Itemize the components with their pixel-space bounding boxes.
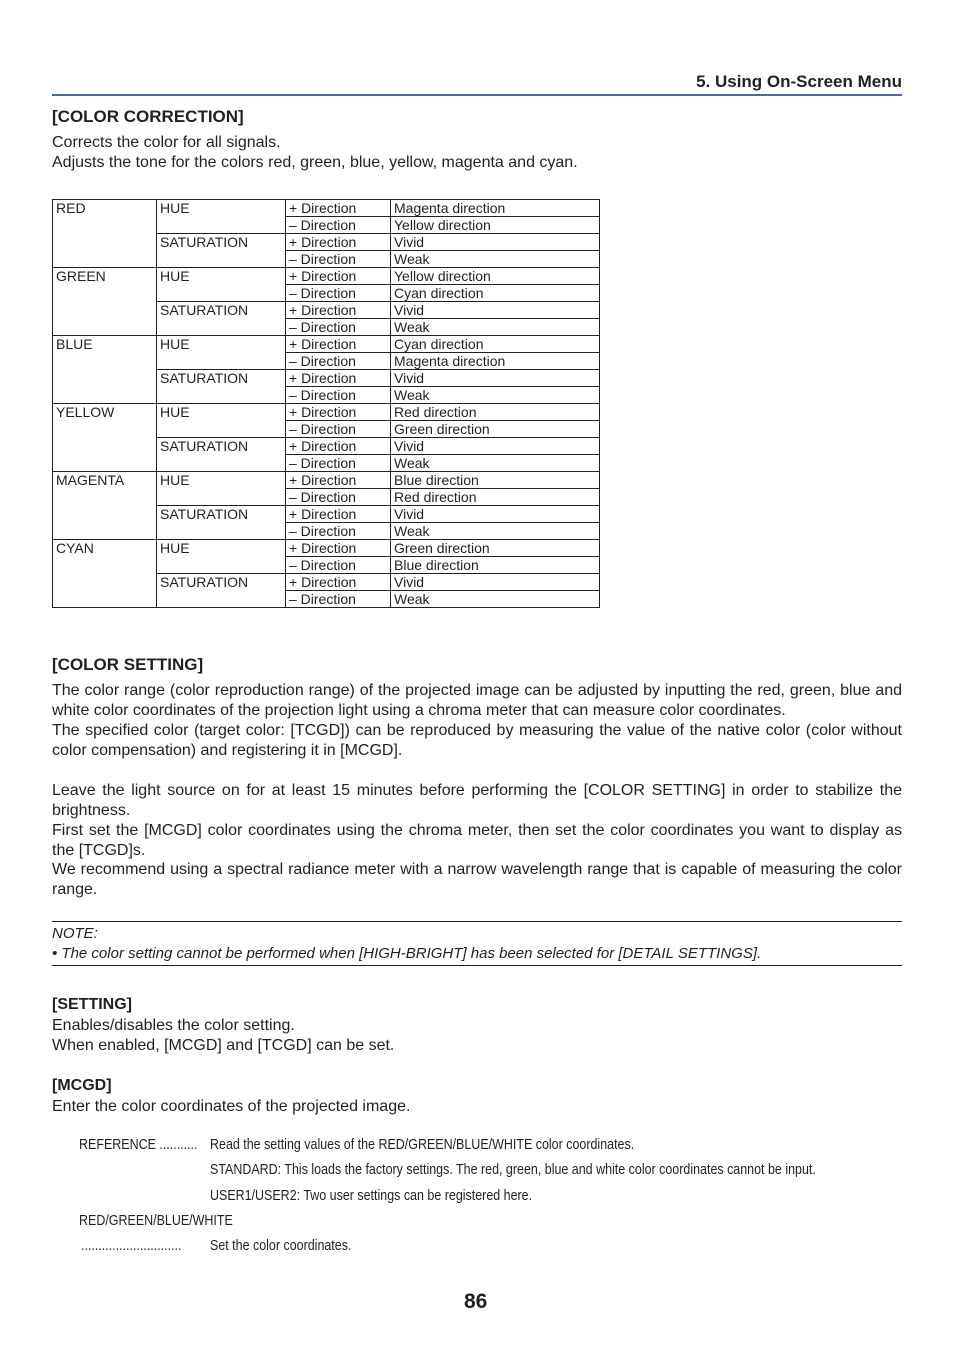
- effect-cell: Green direction: [391, 540, 600, 557]
- color-correction-table: [52, 199, 600, 608]
- effect-cell: Vivid: [391, 438, 600, 455]
- rgbw-label: RED/GREEN/BLUE/WHITE: [79, 1213, 233, 1229]
- parameter-cell: HUE: [157, 336, 286, 370]
- section-title: 5. Using On-Screen Menu: [696, 72, 902, 91]
- note-label: NOTE:: [52, 925, 98, 942]
- direction-cell: + Direction: [286, 540, 391, 557]
- direction-cell: + Direction: [286, 200, 391, 217]
- direction-cell: + Direction: [286, 370, 391, 387]
- parameter-cell: SATURATION: [157, 438, 286, 472]
- effect-cell: Cyan direction: [391, 336, 600, 353]
- reference-description: Read the setting values of the RED/GREEN/BLUE/WHITE color coordinates.: [210, 1137, 635, 1153]
- direction-cell: – Direction: [286, 319, 391, 336]
- effect-cell: Cyan direction: [391, 285, 600, 302]
- rgbw-description: Set the color coordinates.: [210, 1238, 352, 1254]
- color-setting-para3: Leave the light source on for at least 15 minutes before performing the [COLOR SETTING] in order to stabilize the brightness.: [52, 782, 902, 819]
- parameter-cell: SATURATION: [157, 574, 286, 608]
- direction-cell: – Direction: [286, 353, 391, 370]
- parameter-cell: SATURATION: [157, 506, 286, 540]
- page-number: 86: [464, 1290, 488, 1313]
- effect-cell: Vivid: [391, 506, 600, 523]
- direction-cell: – Direction: [286, 387, 391, 404]
- direction-cell: – Direction: [286, 455, 391, 472]
- direction-cell: – Direction: [286, 285, 391, 302]
- direction-cell: + Direction: [286, 506, 391, 523]
- effect-cell: Magenta direction: [391, 353, 600, 370]
- effect-cell: Red direction: [391, 489, 600, 506]
- effect-cell: Weak: [391, 251, 600, 268]
- table-row: [53, 472, 600, 489]
- color-setting-para5: We recommend using a spectral radiance meter with a narrow wavelength range that is capable of measuring the color range.: [52, 861, 902, 898]
- direction-cell: + Direction: [286, 268, 391, 285]
- color-name-cell: RED: [53, 200, 157, 268]
- direction-cell: + Direction: [286, 404, 391, 421]
- color-setting-para2: The specified color (target color: [TCGD]) can be reproduced by measuring the value of the native color (color without color compensation) and registering it in [MCGD].: [52, 722, 902, 759]
- color-correction-line2: Adjusts the tone for the colors red, green, blue, yellow, magenta and cyan.: [52, 154, 578, 171]
- rgbw-dots: .............................: [81, 1238, 182, 1254]
- color-setting-para1: The color range (color reproduction range) of the projected image can be adjusted by inputting the red, green, blue and white color coordinates of the projection light using a chroma meter that can measure color coordinates.: [52, 682, 902, 719]
- effect-cell: Yellow direction: [391, 217, 600, 234]
- parameter-cell: SATURATION: [157, 234, 286, 268]
- parameter-cell: HUE: [157, 540, 286, 574]
- table-row: [53, 200, 600, 217]
- direction-cell: – Direction: [286, 489, 391, 506]
- effect-cell: Weak: [391, 523, 600, 540]
- color-correction-heading: [COLOR CORRECTION]: [52, 107, 244, 126]
- effect-cell: Green direction: [391, 421, 600, 438]
- table-row: [53, 540, 600, 557]
- color-correction-line1: Corrects the color for all signals.: [52, 134, 281, 151]
- effect-cell: Vivid: [391, 234, 600, 251]
- note-box: [52, 921, 902, 966]
- direction-cell: + Direction: [286, 438, 391, 455]
- mcgd-line1: Enter the color coordinates of the projected image.: [52, 1098, 411, 1115]
- effect-cell: Vivid: [391, 370, 600, 387]
- note-bullet: • The color setting cannot be performed when [HIGH-BRIGHT] has been selected for [DETAIL SETTINGS].: [52, 945, 762, 962]
- color-name-cell: BLUE: [53, 336, 157, 404]
- color-name-cell: MAGENTA: [53, 472, 157, 540]
- effect-cell: Weak: [391, 387, 600, 404]
- mcgd-heading: [MCGD]: [52, 1077, 112, 1094]
- color-name-cell: GREEN: [53, 268, 157, 336]
- setting-line1: Enables/disables the color setting.: [52, 1017, 295, 1034]
- parameter-cell: HUE: [157, 268, 286, 302]
- direction-cell: + Direction: [286, 574, 391, 591]
- setting-line2: When enabled, [MCGD] and [TCGD] can be set.: [52, 1037, 395, 1054]
- effect-cell: Weak: [391, 591, 600, 608]
- table-row: [53, 268, 600, 285]
- table-row: [53, 404, 600, 421]
- parameter-cell: HUE: [157, 200, 286, 234]
- parameter-cell: HUE: [157, 472, 286, 506]
- effect-cell: Yellow direction: [391, 268, 600, 285]
- effect-cell: Weak: [391, 455, 600, 472]
- direction-cell: – Direction: [286, 557, 391, 574]
- color-name-cell: CYAN: [53, 540, 157, 608]
- direction-cell: – Direction: [286, 251, 391, 268]
- color-setting-para4: First set the [MCGD] color coordinates using the chroma meter, then set the color coordinates you want to display as the [TCGD]s.: [52, 822, 902, 859]
- direction-cell: – Direction: [286, 421, 391, 438]
- effect-cell: Magenta direction: [391, 200, 600, 217]
- parameter-cell: HUE: [157, 404, 286, 438]
- effect-cell: Blue direction: [391, 557, 600, 574]
- direction-cell: – Direction: [286, 523, 391, 540]
- direction-cell: + Direction: [286, 302, 391, 319]
- effect-cell: Vivid: [391, 302, 600, 319]
- direction-cell: + Direction: [286, 472, 391, 489]
- setting-heading: [SETTING]: [52, 996, 132, 1013]
- effect-cell: Blue direction: [391, 472, 600, 489]
- direction-cell: – Direction: [286, 591, 391, 608]
- direction-cell: + Direction: [286, 234, 391, 251]
- reference-user: USER1/USER2: Two user settings can be registered here.: [210, 1188, 533, 1204]
- parameter-cell: SATURATION: [157, 370, 286, 404]
- reference-label: REFERENCE ...........: [79, 1137, 198, 1153]
- reference-standard: STANDARD: This loads the factory settings. The red, green, blue and white color coordinates cannot be input.: [210, 1162, 816, 1178]
- direction-cell: + Direction: [286, 336, 391, 353]
- direction-cell: – Direction: [286, 217, 391, 234]
- effect-cell: Red direction: [391, 404, 600, 421]
- color-name-cell: YELLOW: [53, 404, 157, 472]
- page-header: [52, 72, 902, 96]
- parameter-cell: SATURATION: [157, 302, 286, 336]
- color-setting-heading: [COLOR SETTING]: [52, 655, 204, 674]
- table-row: [53, 336, 600, 353]
- effect-cell: Weak: [391, 319, 600, 336]
- effect-cell: Vivid: [391, 574, 600, 591]
